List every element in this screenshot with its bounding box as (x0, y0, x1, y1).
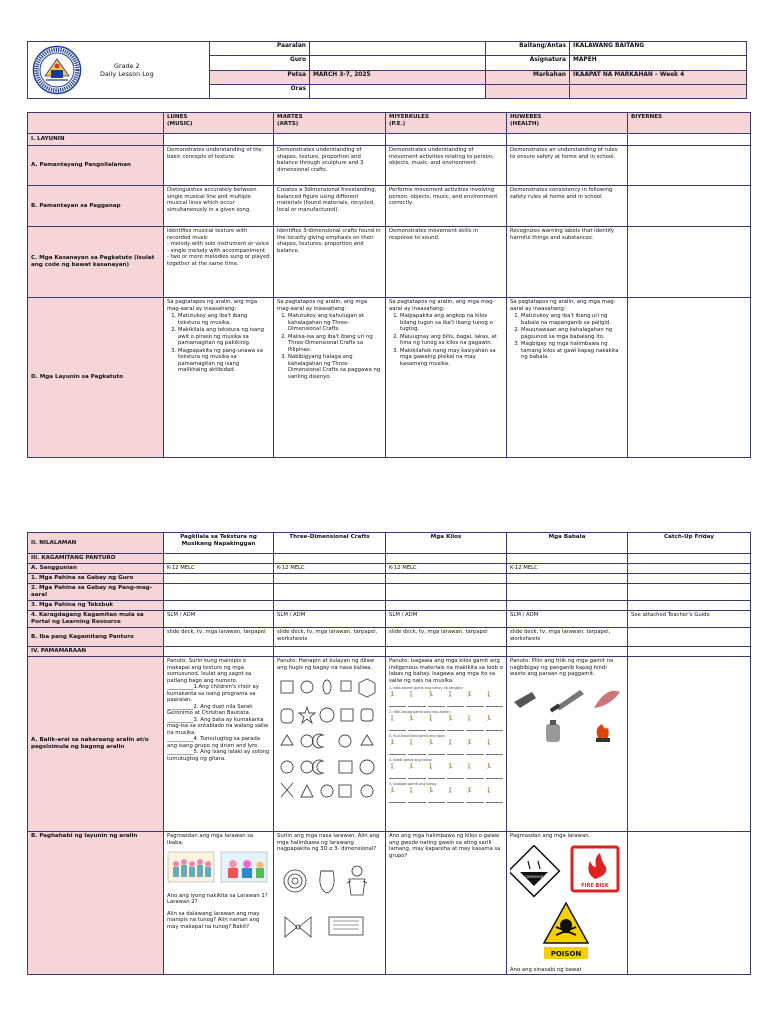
table-cell: K-12 MELC (274, 564, 386, 574)
row-label-pamantayang-pangnilalaman: A. Pamantayang Pangnilalaman (28, 146, 164, 186)
cell-paghahabi-friday (628, 832, 751, 975)
table-cell: K-12 MELC (386, 564, 507, 574)
label-asignatura: Asignatura (486, 56, 570, 70)
header-logo-cell (28, 42, 210, 99)
day-header-huwebes: HUWEBES (HEALTH) (507, 113, 628, 134)
table-cell (274, 574, 386, 584)
row-label-balik-aral: A. Balik-aral sa nakaraang aralin at/o pagsisimula ng bagong aralin (28, 657, 164, 832)
days-corner (28, 113, 164, 134)
cell-b-arts: Creates a 3dimensional freestanding, balanced figure using different materials (found materials, recycled, local or manufactured). (274, 186, 386, 227)
health-question: Ano ang sinasabi ng bawat (510, 966, 582, 973)
cell-a-arts: Demonstrates understanding of shapes, texture, proportion and balance through sculpture and 3 dimensional crafts. (274, 146, 386, 186)
nilalaman-music: Pagkilala sa Tekstura ng Musikang Napakinggan (164, 533, 274, 554)
table-cell (386, 584, 507, 601)
table-cell (164, 574, 274, 584)
cell-paghahabi-arts: Suriin ang mga nasa larawan. Alin ang mga halimbawa ng larawang nagpapakita ng 3D o 3- dimensional? (274, 832, 386, 975)
shape-matching-icon (277, 675, 381, 803)
nilalaman-health: Mga Babala (507, 533, 628, 554)
table-cell: See attached Teacher's Guide (628, 611, 751, 628)
strip-caption: 4. Ibalik gamit ang kahoy (389, 758, 433, 762)
table-cell (628, 564, 751, 574)
nilalaman-friday: Catch-Up Friday (628, 533, 751, 554)
blank-cell (628, 134, 751, 146)
label-baitang: Baitang/Antas (486, 42, 570, 56)
value-petsa: MARCH 3-7, 2025 (310, 70, 486, 84)
table-cell (507, 574, 628, 584)
blank-cell (164, 647, 274, 657)
children-pictures-icon (167, 850, 271, 886)
table-cell: slide deck, tv, mga larawan, tarpapel (386, 628, 507, 647)
label-markahan: Markahan (486, 70, 570, 84)
table-cell (164, 601, 274, 611)
cell-balik-aral-health: Panuto: Pilin ang titik ng mga gamit na nagbibigay ng panganib kapag hindi wasto ang paraan ng paggamit. (507, 657, 628, 832)
row-label-iba-pang-kagamitan: B. Iba pang Kagamitang Panturo (28, 628, 164, 647)
table-cell (507, 601, 628, 611)
list-item: 3. Makikilahok nang may kasiyahan sa mga gawaing pisikal na may kasamang musika. (400, 348, 503, 368)
table-cell: slide deck, tv, mga larawan, tarpapel (164, 628, 274, 647)
value-baitang: IKALAWANG BAITANG (570, 42, 747, 56)
row-label-pamantayan-pagganap: B. Pamantayan sa Pagganap (28, 186, 164, 227)
day-header-miyerkules: MIYERKULES (P.E.) (386, 113, 507, 134)
table-cell (628, 628, 751, 647)
list-item: 2. Makikilala ang tekstura ng isang awit o piraso ng musika sa pamamagitan ng pakikinig. (178, 327, 270, 347)
row-label-gabay-mag-aaral: 2. Mga Pahina sa Gabay ng Pang-mag-aaral (28, 584, 164, 601)
blank-cell (628, 647, 751, 657)
blank-cell (507, 647, 628, 657)
row-label-layunin-pagkatuto: D. Mga Layunin sa Pagkatuto (28, 298, 164, 458)
section-nilalaman-title: II. NILALAMAN (28, 533, 164, 554)
strip-caption: 5. Ipaagad gamit ang kahoy (389, 782, 437, 786)
section-pamamaraan-title: IV. PAMAMARAAN (28, 647, 164, 657)
cell-balik-aral-friday (628, 657, 751, 832)
table-cell (386, 574, 507, 584)
cell-d-music: Sa pagtatapos ng aralin, ang mga mag-aaral ay inaasahang: 1. Matutukoy ang iba't ibang tekstura ng musika. 2. Makikilala ang tekstura ng isang awit o piraso ng musika sa pamamagitan ng pakikinig. 3. Magpapakita ng pang-unawa sa tekstura ng musika sa pamamagitan ng isang malikhaing aktibidad. (164, 298, 274, 458)
grade-label: Grade 2 (114, 62, 140, 70)
blank-cell (386, 134, 507, 146)
list-item: 3. Magpapakita ng pang-unawa sa tekstura ng musika sa pamamagitan ng isang malikhaing aktibidad. (178, 348, 270, 374)
value-asignatura: MAPEH (570, 56, 747, 70)
table-cell (628, 584, 751, 601)
row-label-karagdagang-kagamitan: 4. Karagdagang Kagamitan mula sa Portal ng Learning Resource (28, 611, 164, 628)
header-table (27, 41, 747, 99)
list-item: 1. Maipapakita ang angkop na kilos bilang tugon sa iba't ibang tunog o tugtog. (400, 313, 503, 333)
table-cell: SLM / ADM (386, 611, 507, 628)
cell-b-music: Distinguishes accurately between single musical line and multiple musical lines which occur simultaneously in a given song. (164, 186, 274, 227)
cell-c-health: Recognizes warning labels that identify harmful things and substances. (507, 227, 628, 298)
label-guro: Guro (210, 56, 310, 70)
cell-paghahabi-music: Pagmasdan ang mga larawan sa ibaba. Ano ang iyong nakikita sa Larawan 1? Larawan 2? Alin sa dalawang larawan ang may manipis na tunog? Alin naman ang may makapal na tunog? Bakit? (164, 832, 274, 975)
list-item: 3. Nabibigyang halaga ang kahalagahan ng Three-Dimensional Crafts sa paggawa ng sariling disenyo. (288, 354, 382, 380)
cell-a-friday (628, 146, 751, 186)
blank-cell (274, 647, 386, 657)
day-header-biyernes: BIYERNES (628, 113, 751, 134)
cell-d-friday (628, 298, 751, 458)
cell-d-arts: Sa pagtatapos ng aralin, ang mga mag-aaral ay inaasahang: 1. Matutukoy ang kahulugan at kahalagahan ng Three-Dimensional Crafts. 2. Maiisa-isa ang iba't ibang uri ng Three-Dimensional Crafts sa Pilipinas. 3. Nabibigyang halaga ang kahalagahan ng Three-Dimensional Crafts sa paggawa ng sariling disenyo. (274, 298, 386, 458)
value-paaralan (310, 42, 486, 56)
layunin-table (27, 112, 751, 458)
warning-signs-icon (510, 845, 628, 965)
poison-label: POISON (550, 949, 582, 958)
movement-strip: 🏃 🚶 🏃 🚶 🏃 🚶 (389, 788, 503, 803)
movement-strip: 🏃 🚶 🏃 🚶 🏃 🚶 (389, 692, 503, 707)
cell-b-pe: Performs movement activities involving person, objects, music, and environment correctly. (386, 186, 507, 227)
blank-cell (507, 554, 628, 564)
cell-paghahabi-pe: Ano ang mga halimbawa ng kilos o galaw ang gwede nating gawin sa ating sarili lamang, may kapareha at may kasama sa grupo? (386, 832, 507, 975)
table-cell: slide deck, tv, mga larawan, tarpapel, worksheets (274, 628, 386, 647)
section-layunin-title: I. LAYUNIN (28, 134, 164, 146)
table-cell (628, 601, 751, 611)
blank-cell (507, 134, 628, 146)
table-cell (507, 584, 628, 601)
table-cell (274, 601, 386, 611)
list-item: 2. Mauunawaan ang kahalagahan ng pagsunod sa mga babalang ito. (521, 327, 624, 340)
label-petsa: Petsa (210, 70, 310, 84)
3d-objects-icon (277, 857, 381, 947)
cell-a-pe: Demonstrates understanding of movement activities relating to person, objects, music, and environment. (386, 146, 507, 186)
movement-strip: 🚶 🏃 🚶 🏃 🚶 🏃 (389, 764, 503, 779)
log-title: Daily Lesson Log (100, 70, 154, 78)
cell-c-arts: Identifies 3-dimensional crafts found in the locality giving emphasis on their shapes, textures, proportion and balance. (274, 227, 386, 298)
table-cell: slide deck, tv, mga larawan, tarpapel, worksheets (507, 628, 628, 647)
blank-cell (386, 554, 507, 564)
label-paaralan: Paaralan (210, 42, 310, 56)
header-empty-value (570, 84, 747, 98)
movement-strip: 🏃 🚶 🏃 🚶 🏃 🚶 (389, 740, 503, 755)
list-item: 2. Maiuugnay ang bilis, bagal, lakas, at hina ng tunog sa kilos na gagawin. (400, 334, 503, 347)
table-cell (628, 574, 751, 584)
cell-a-health: Demonstrates an understanding of rules to ensure safety at home and in school. (507, 146, 628, 186)
hazard-objects-icon (510, 684, 622, 746)
day-header-martes: MARTES (ARTS) (274, 113, 386, 134)
value-markahan: IKAAPAT NA MARKAHAN – Week 4 (570, 70, 747, 84)
cell-balik-aral-pe: Panuto: Isagawa ang mga kilos gamit ang indigenous materials na makikita sa loob o labas ng bahay. Isagawa ang mga ito sa saliw ng nais na musika. 1. Ilabi-bawah gamit ang kahoy na tangkay 🏃 🚶 🏃 🚶 🏃 🚶 2. Idilli-dauag gamit ang halu-kahoy 🚶 🏃 🚶 🏃 🚶 🏃 3. Ituli-tupot tiko gamit ang tipay 🏃 🚶 🏃 🚶 🏃 🚶 4. Ibalik gamit ang kahoy 🚶 🏃 🚶 🏃 🚶 🏃 5. Ipaagad gamit ang kahoy 🏃 🚶 🏃 🚶 🏃 🚶 (386, 657, 507, 832)
fire-risk-label: FIRE RISK (581, 882, 609, 889)
cell-c-music: Identifies musical texture with recorded music - melody with solo instrument or voice - single melody with accompaniment - two or more melodies sung or played together at the same time. (164, 227, 274, 298)
blank-cell (274, 554, 386, 564)
table-cell (164, 584, 274, 601)
row-label-teksbuk: 3. Mga Pahina ng Teksbuk (28, 601, 164, 611)
deped-seal-icon (32, 45, 82, 95)
list-item: 1. Matutukoy ang iba't ibang tekstura ng musika. (178, 313, 270, 326)
movement-strip: 🚶 🏃 🚶 🏃 🚶 🏃 (389, 716, 503, 731)
table-cell: SLM / ADM (507, 611, 628, 628)
strip-caption: 1. Ilabi-bawah gamit ang kahoy na tangkay (389, 686, 463, 690)
row-label-paghahabi: B. Paghahabi ng layunin ng aralin (28, 832, 164, 975)
section-kagamitan-title: III. KAGAMITANG PANTURO (28, 554, 164, 564)
table-cell (386, 601, 507, 611)
blank-cell (386, 647, 507, 657)
nilalaman-arts: Three-Dimensional Crafts (274, 533, 386, 554)
value-oras (310, 84, 486, 98)
day-header-lunes: LUNES (MUSIC) (164, 113, 274, 134)
cell-balik-aral-arts: Panuto: Hanapin at kulayan ng dilaw ang hugis ng bagay na nasa kaliwa. (274, 657, 386, 832)
row-label-sanggunian: A. Sanggunian (28, 564, 164, 574)
cell-paghahabi-health: Pagmasdan ang mga larawan. CORROSIVE FIRE RISK POISON Ano ang sinasabi ng bawat (507, 832, 628, 975)
strip-caption: 2. Idilli-dauag gamit ang halu-kahoy (389, 710, 451, 714)
cell-c-friday (628, 227, 751, 298)
value-guro (310, 56, 486, 70)
nilalaman-table (27, 532, 751, 975)
table-cell: SLM / ADM (274, 611, 386, 628)
blank-cell (164, 554, 274, 564)
cell-b-health: Demonstrates consistency in following safety rules at home and in school. (507, 186, 628, 227)
label-oras: Oras (210, 84, 310, 98)
cell-d-pe: Sa pagtatapos ng aralin, ang mga mag-aaral ay inaasahang: 1. Maipapakita ang angkop na kilos bilang tugon sa iba't ibang tunog o tugtog. 2. Maiuugnay ang bilis, bagal, lakas, at hina ng tunog sa kilos na gagawin. 3. Makikilahok nang may kasiyahan sa mga gawaing pisikal na may kasamang musika. (386, 298, 507, 458)
table-cell: K-12 MELC (164, 564, 274, 574)
row-label-gabay-guro: 1. Mga Pahina sa Gabay ng Guro (28, 574, 164, 584)
blank-cell (628, 554, 751, 564)
list-item: 2. Maiisa-isa ang iba't ibang uri ng Three-Dimensional Crafts sa Pilipinas. (288, 334, 382, 354)
cell-c-pe: Demonstrates movement skills in response to sound. (386, 227, 507, 298)
cell-b-friday (628, 186, 751, 227)
list-item: 1. Matutukoy ang iba't ibang uri ng babala na mapanganib sa paligid. (521, 313, 624, 326)
blank-cell (274, 134, 386, 146)
nilalaman-pe: Mga Kilos (386, 533, 507, 554)
table-cell (274, 584, 386, 601)
cell-a-music: Demonstrates understanding of the basic concepts of texture. (164, 146, 274, 186)
blank-cell (164, 134, 274, 146)
strip-caption: 3. Ituli-tupot tiko gamit ang tipay (389, 734, 446, 738)
list-item: 3. Magbigay ng mga halimbawa ng tamang kilos at gawi kapag nakakita ng babala. (521, 341, 624, 361)
table-cell: K-12 MELC (507, 564, 628, 574)
row-label-kasanayan: C. Mga Kasanayan sa Pagkatuto (Isulat ang code ng bawat kasanayan) (28, 227, 164, 298)
table-cell: SLM / ADM (164, 611, 274, 628)
cell-balik-aral-music: Panuto: Surin kung mainipis o makapal ang texture ng mga sumusunod. Isulat ang sagot sa patlang bago ang numero. __________1.Ang children's choir ay kumakanta sa isang programa sa paaralan. __________2. Ang duet nila Sarah Geronimo at Christian Bautista. __________3. Ang bata ay kumakanta mag-isa sa entablado na walang saliw na musika. __________4. Tumutugtog sa parada ang isang grupo ng drum and lyre. __________5. Ang isang lalaki ay solong tumutugtog ng gitara. (164, 657, 274, 832)
header-empty-label (486, 84, 570, 98)
corrosive-label: CORROSIVE (524, 874, 544, 879)
list-item: 1. Matutukoy ang kahulugan at kahalagahan ng Three-Dimensional Crafts. (288, 313, 382, 333)
cell-d-health: Sa pagtatapos ng aralin, ang mga mag-aaral ay inaasahang: 1. Matutukoy ang iba't ibang uri ng babala na mapanganib sa paligid. 2. Mauunawaan ang kahalagahan ng pagsunod sa mga babalang ito. 3. Magbigay ng mga halimbawa ng tamang kilos at gawi kapag nakakita ng babala. (507, 298, 628, 458)
